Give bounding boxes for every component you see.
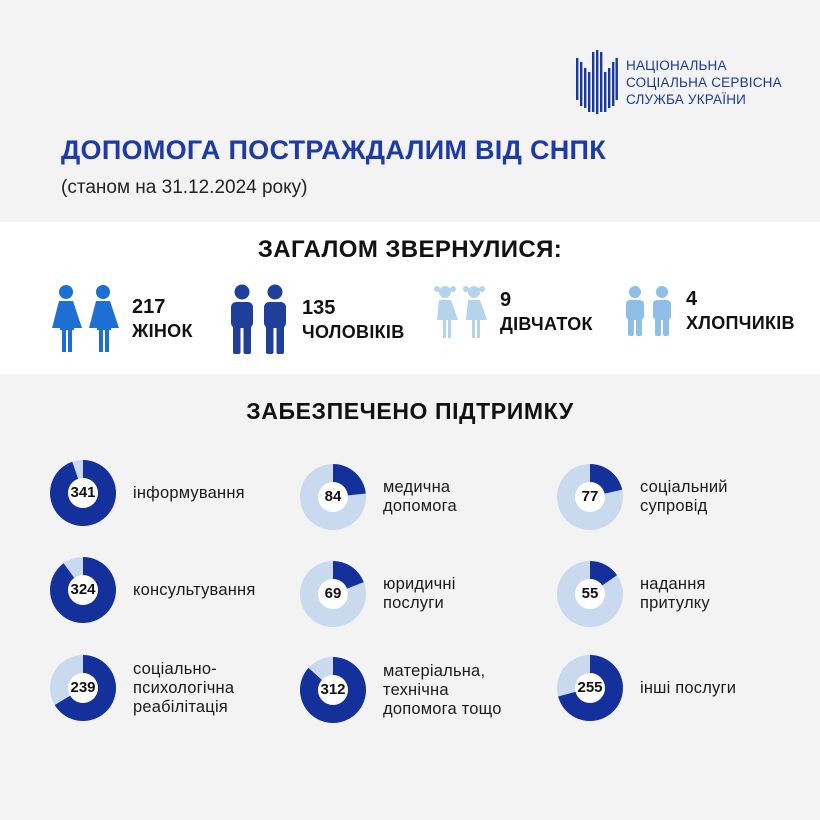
- logo: [574, 50, 782, 114]
- service-item: [300, 657, 502, 723]
- service-label: надання притулку: [640, 575, 710, 612]
- logo-text: [626, 57, 782, 108]
- men-count: 135: [302, 297, 336, 319]
- service-donut: [300, 561, 366, 627]
- service-label: медична допомога: [383, 478, 457, 515]
- service-item: [50, 460, 245, 526]
- service-donut: [557, 655, 623, 721]
- logo-line-2: СОЦІАЛЬНА СЕРВІСНА: [626, 74, 782, 90]
- service-donut: [557, 464, 623, 530]
- service-item: [557, 561, 710, 627]
- support-title: ЗАБЕЗПЕЧЕНО ПІДТРИМКУ: [246, 398, 574, 424]
- service-donut: [557, 561, 623, 627]
- boys-count: 4: [686, 288, 698, 310]
- service-donut: [50, 557, 116, 623]
- boys-label: ХЛОПЧИКІВ: [686, 313, 795, 333]
- women-count: 217: [132, 296, 166, 318]
- header-section: [0, 0, 820, 222]
- service-value: 255: [577, 679, 603, 696]
- service-donut: [300, 464, 366, 530]
- service-label: інформування: [133, 483, 245, 502]
- service-label: соціальний супровід: [640, 478, 728, 515]
- group-boys: [622, 284, 795, 338]
- service-label: юридичні послуги: [383, 575, 456, 612]
- service-value: 84: [324, 488, 342, 505]
- applied-section: [0, 222, 820, 374]
- girls-count: 9: [500, 289, 512, 311]
- service-value: 69: [324, 585, 342, 602]
- service-item: [300, 464, 457, 530]
- boys-icon: [622, 284, 676, 338]
- service-value: 239: [70, 679, 96, 696]
- girls-icon: [430, 284, 490, 340]
- group-girls: [430, 284, 593, 340]
- men-label: ЧОЛОВІКІВ: [302, 322, 405, 342]
- service-value: 55: [581, 585, 599, 602]
- service-label: соціально- психологічна реабілітація: [133, 659, 235, 716]
- service-value: 312: [320, 681, 346, 698]
- group-women: [48, 284, 193, 354]
- service-label: матеріальна, технічна допомога тощо: [383, 661, 502, 718]
- service-donut: [50, 655, 116, 721]
- logo-line-3: СЛУЖБА УКРАЇНИ: [626, 91, 747, 107]
- service-value: 77: [581, 488, 599, 505]
- nssu-emblem-icon: [574, 50, 618, 114]
- service-item: [557, 655, 736, 721]
- service-label: інші послуги: [640, 678, 737, 697]
- girls-label: ДІВЧАТОК: [500, 314, 593, 334]
- service-item: [557, 464, 728, 530]
- service-value: 341: [70, 484, 96, 501]
- group-men: [226, 284, 405, 356]
- service-item: [50, 557, 255, 623]
- women-label: ЖІНОК: [132, 321, 193, 341]
- service-item: [300, 561, 456, 627]
- applied-title: ЗАГАЛОМ ЗВЕРНУЛИСЯ:: [257, 236, 563, 263]
- logo-line-1: НАЦІОНАЛЬНА: [626, 57, 727, 73]
- service-value: 324: [70, 581, 96, 598]
- women-icon: [48, 284, 122, 354]
- service-item: [50, 655, 234, 721]
- service-label: консультування: [133, 580, 256, 599]
- page-subtitle: (станом на 31.12.2024 року): [61, 177, 308, 198]
- page-title: ДОПОМОГА ПОСТРАЖДАЛИМ ВІД СНПК: [61, 135, 607, 165]
- service-donut: [300, 657, 366, 723]
- men-icon: [226, 284, 292, 356]
- service-donut: [50, 460, 116, 526]
